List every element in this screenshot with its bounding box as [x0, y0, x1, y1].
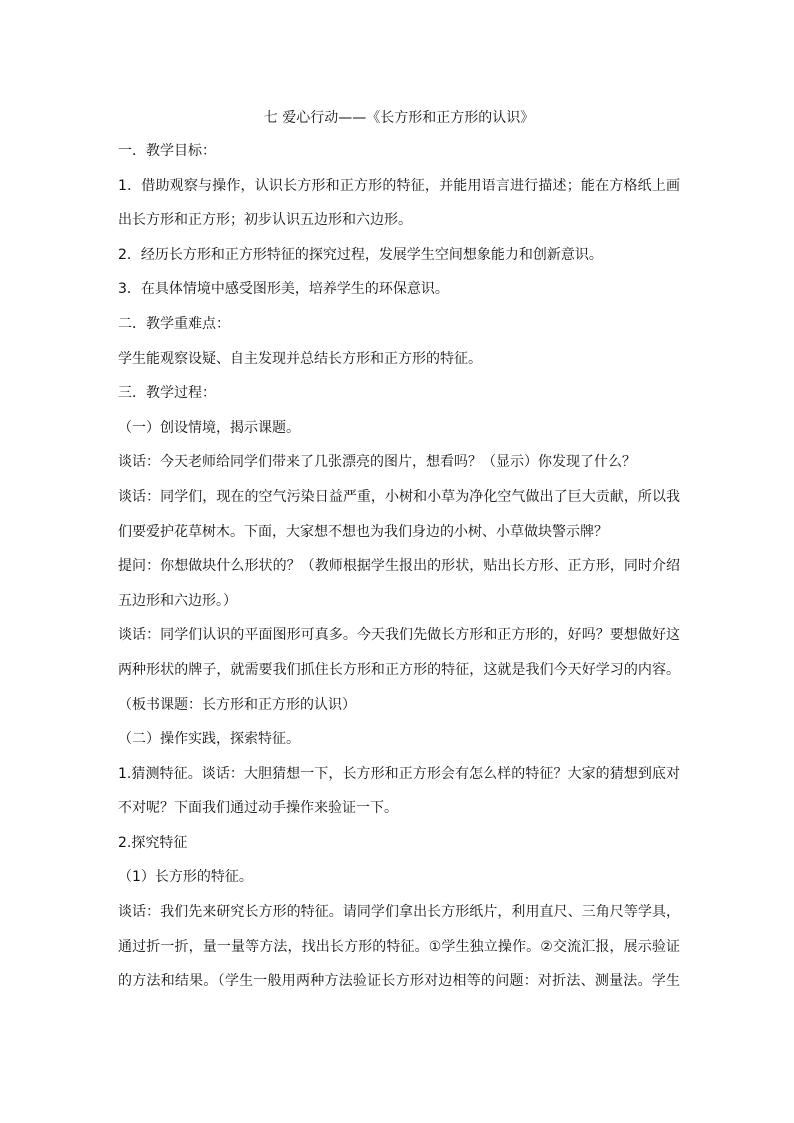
- text-line: 出长方形和正方形；初步认识五边形和六边形。: [118, 212, 412, 229]
- text-line: 谈话：我们先来研究长方形的特征。请同学们拿出长方形纸片，利用直尺、三角尺等学具，: [118, 904, 680, 921]
- document-body: [118, 104, 680, 1001]
- text-line: 一．教学目标：: [118, 143, 216, 159]
- text-line: 们要爱护花草树木。下面，大家想不想也为我们身边的小树、小草做块警示牌？: [118, 523, 608, 540]
- text-line: 3．在具体情境中感受图形美，培养学生的环保意识。: [118, 281, 449, 298]
- text-line: 1．借助观察与操作，认识长方形和正方形的特征，并能用语言进行描述；能在方格纸上画: [118, 177, 680, 194]
- text-line: 学生能观察设疑、自主发现并总结长方形和正方形的特征。: [118, 350, 482, 367]
- text-line: （板书课题：长方形和正方形的认识）: [118, 696, 356, 713]
- text-line: 通过折一折，量一量等方法，找出长方形的特征。①学生独立操作。②交流汇报，展示验证: [118, 938, 680, 955]
- text-line: 不对呢？下面我们通过动手操作来验证一下。: [118, 800, 398, 817]
- text-line: 的方法和结果。（学生一般用两种方法验证长方形对边相等的问题：对折法、测量法。学生: [118, 973, 680, 990]
- text-line: （1）长方形的特征。: [118, 869, 253, 886]
- text-line: 三．教学过程：: [118, 385, 216, 402]
- text-line: 谈话：同学们，现在的空气污染日益严重，小树和小草为净化空气做出了巨大贡献，所以我: [118, 488, 680, 505]
- text-line: 2．经历长方形和正方形特征的探究过程，发展学生空间想象能力和创新意识。: [118, 246, 603, 263]
- text-line: 五边形和六边形。）: [118, 592, 237, 609]
- document-title: 七 爱心行动——《长方形和正方形的认识》: [263, 110, 535, 126]
- text-line: 二．教学重难点：: [118, 315, 230, 332]
- paragraph-lines: [118, 136, 680, 997]
- text-line: 提问：你想做块什么形状的？（教师根据学生报出的形状，贴出长方形、正方形，同时介绍: [118, 558, 680, 575]
- text-line: 两种形状的牌子，就需要我们抓住长方形和正方形的特征，这就是我们今天好学习的内容。: [118, 661, 680, 678]
- text-line: 谈话：今天老师给同学们带来了几张漂亮的图片，想看吗？（显示）你发现了什么？: [118, 454, 636, 471]
- text-line: 谈话：同学们认识的平面图形可真多。今天我们先做长方形和正方形的，好吗？要想做好这: [118, 627, 680, 644]
- text-line: 2.探究特征: [118, 834, 188, 851]
- text-line: （一）创设情境，揭示课题。: [118, 419, 300, 436]
- text-line: （二）操作实践，探索特征。: [118, 731, 300, 748]
- text-line: 1.猜测特征。谈话：大胆猜想一下，长方形和正方形会有怎么样的特征？大家的猜想到底对: [118, 765, 680, 782]
